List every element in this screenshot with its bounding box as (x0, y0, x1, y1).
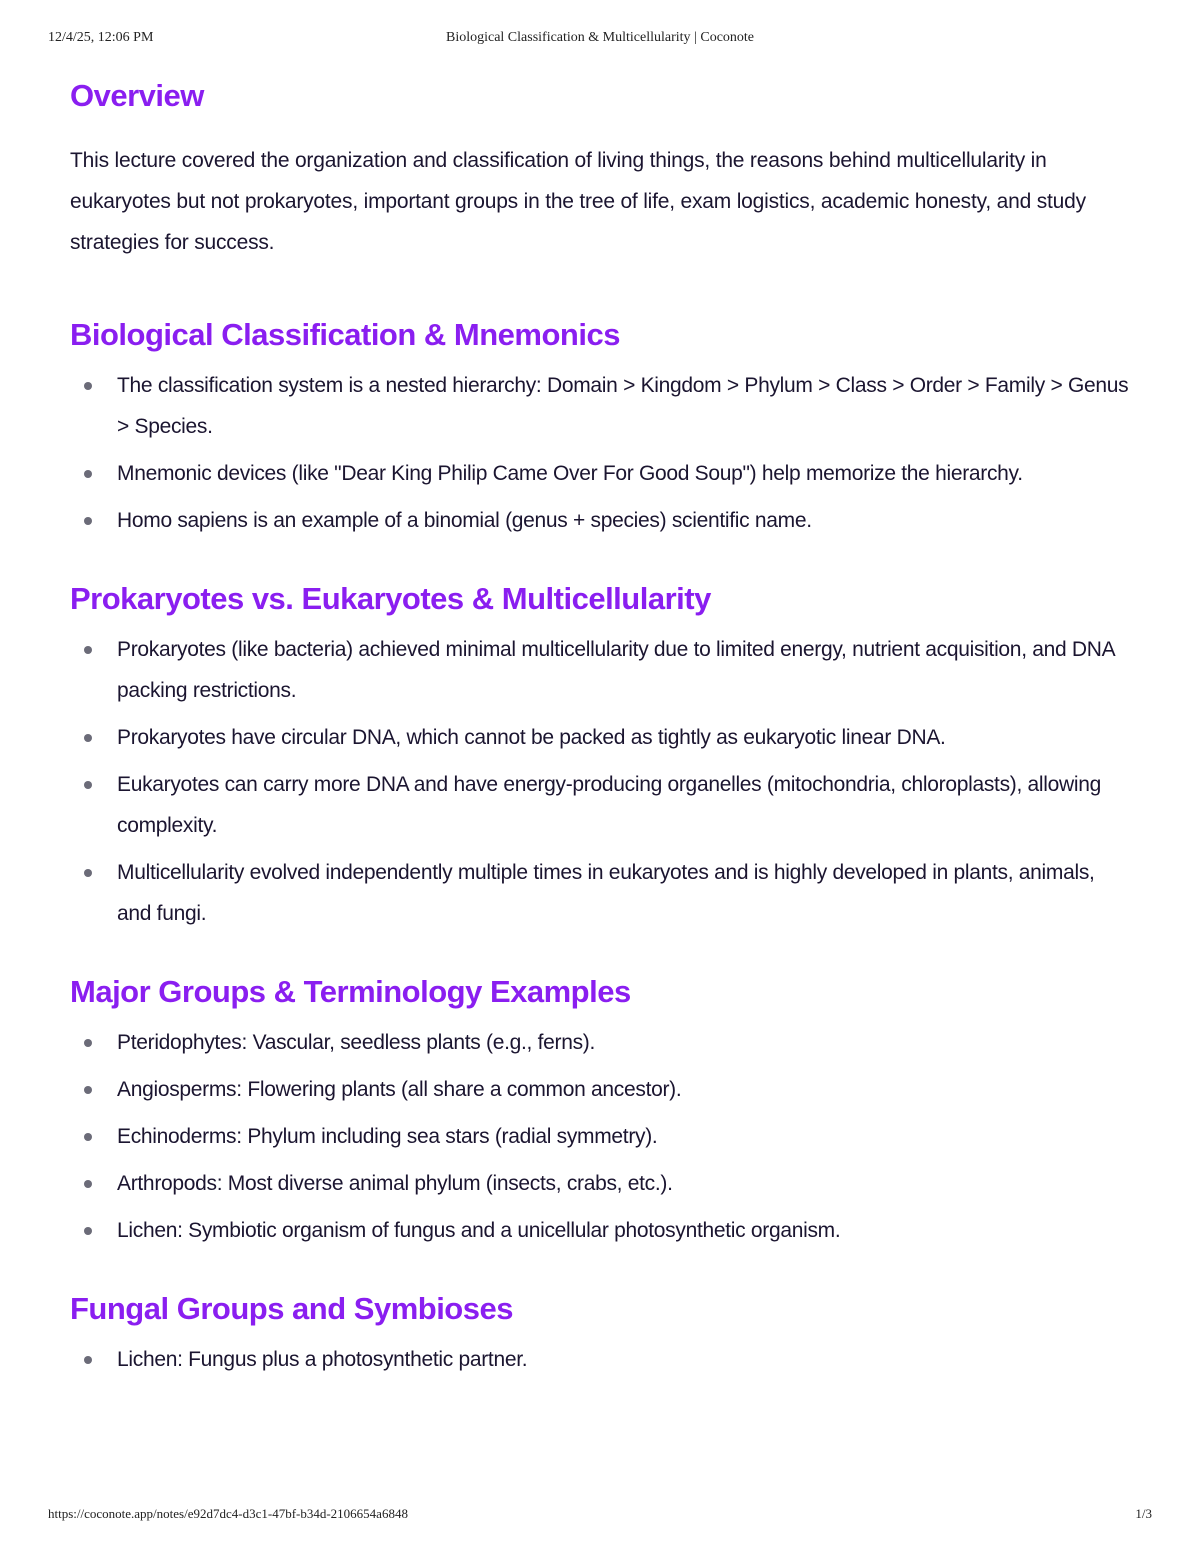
list-item-text: Pteridophytes: Vascular, seedless plants (e.g., ferns). (117, 1031, 596, 1054)
list-item (70, 365, 1130, 447)
bullet-dot-icon (84, 470, 92, 478)
list-item-text: Mnemonic devices (like "Dear King Philip Came Over For Good Soup") help memorize the hierarchy. (117, 462, 1023, 485)
bullet-dot-icon (84, 781, 92, 789)
bullet-dot-icon (84, 646, 92, 654)
list-item (70, 852, 1130, 934)
section-heading: Major Groups & Terminology Examples (70, 974, 631, 1009)
list-item (70, 1210, 1130, 1251)
section-fungal-groups (70, 1287, 1130, 1380)
list-item-text: Multicellularity evolved independently multiple times in eukaryotes and is highly developed in plants, animals, and fungi. (117, 861, 1095, 925)
bullet-dot-icon (84, 1086, 92, 1094)
print-datetime: 12/4/25, 12:06 PM (48, 30, 154, 45)
list-item-text: Eukaryotes can carry more DNA and have energy-producing organelles (mitochondria, chloroplasts), allowing complexity. (117, 773, 1102, 837)
print-header (48, 30, 1152, 50)
list-item-text: Arthropods: Most diverse animal phylum (insects, crabs, etc.). (117, 1172, 673, 1195)
bullet-dot-icon (84, 1356, 92, 1364)
print-title: Biological Classification & Multicellularity | Coconote (445, 30, 755, 45)
list-item-text: Lichen: Symbiotic organism of fungus and a unicellular photosynthetic organism. (117, 1219, 841, 1242)
section-major-groups (70, 970, 1130, 1251)
section-overview (70, 74, 1130, 263)
list-item (70, 717, 1130, 758)
bullet-dot-icon (84, 382, 92, 390)
list-item-text: Lichen: Fungus plus a photosynthetic partner. (117, 1348, 528, 1371)
bullet-dot-icon (84, 1039, 92, 1047)
list-item (70, 1339, 1130, 1380)
list-item-text: Prokaryotes have circular DNA, which cannot be packed as tightly as eukaryotic linear DNA. (117, 726, 946, 749)
bullet-list (70, 1022, 1130, 1251)
list-item (70, 1022, 1130, 1063)
section-heading: Fungal Groups and Symbioses (70, 1291, 513, 1326)
bullet-dot-icon (84, 734, 92, 742)
list-item-text: Angiosperms: Flowering plants (all share a common ancestor). (117, 1078, 682, 1101)
section-heading: Prokaryotes vs. Eukaryotes & Multicellularity (70, 581, 711, 616)
bullet-list (70, 1339, 1130, 1380)
page-number: 1/3 (1135, 1506, 1152, 1521)
bullet-dot-icon (84, 1180, 92, 1188)
list-item (70, 764, 1130, 846)
section-heading: Overview (70, 78, 204, 113)
bullet-dot-icon (84, 869, 92, 877)
list-item (70, 1116, 1130, 1157)
bullet-dot-icon (84, 1133, 92, 1141)
list-item (70, 1069, 1130, 1110)
list-item (70, 453, 1130, 494)
bullet-list (70, 365, 1130, 541)
section-biological-classification (70, 313, 1130, 541)
overview-paragraph: This lecture covered the organization and classification of living things, the reasons behind multicellularity in eukaryotes but not prokaryotes, important groups in the tree of life, exam logistics, academic honesty, and study strategies for success. (70, 149, 1086, 254)
list-item (70, 1163, 1130, 1204)
list-item (70, 629, 1130, 711)
section-heading: Biological Classification & Mnemonics (70, 317, 620, 352)
section-prokaryotes-eukaryotes (70, 577, 1130, 934)
list-item-text: Prokaryotes (like bacteria) achieved minimal multicellularity due to limited energy, nutrient acquisition, and DNA packing restrictions. (117, 638, 1115, 702)
note-content (70, 74, 1130, 1386)
bullet-dot-icon (84, 517, 92, 525)
print-url: https://coconote.app/notes/e92d7dc4-d3c1-47bf-b34d-2106654a6848 (48, 1506, 408, 1521)
list-item-text: Homo sapiens is an example of a binomial (genus + species) scientific name. (117, 509, 812, 532)
list-item (70, 500, 1130, 541)
list-item-text: The classification system is a nested hierarchy: Domain > Kingdom > Phylum > Class > Order > Family > Genus > Species. (117, 374, 1129, 438)
bullet-dot-icon (84, 1227, 92, 1235)
list-item-text: Echinoderms: Phylum including sea stars (radial symmetry). (117, 1125, 658, 1148)
bullet-list (70, 629, 1130, 934)
print-footer (48, 1506, 1152, 1526)
